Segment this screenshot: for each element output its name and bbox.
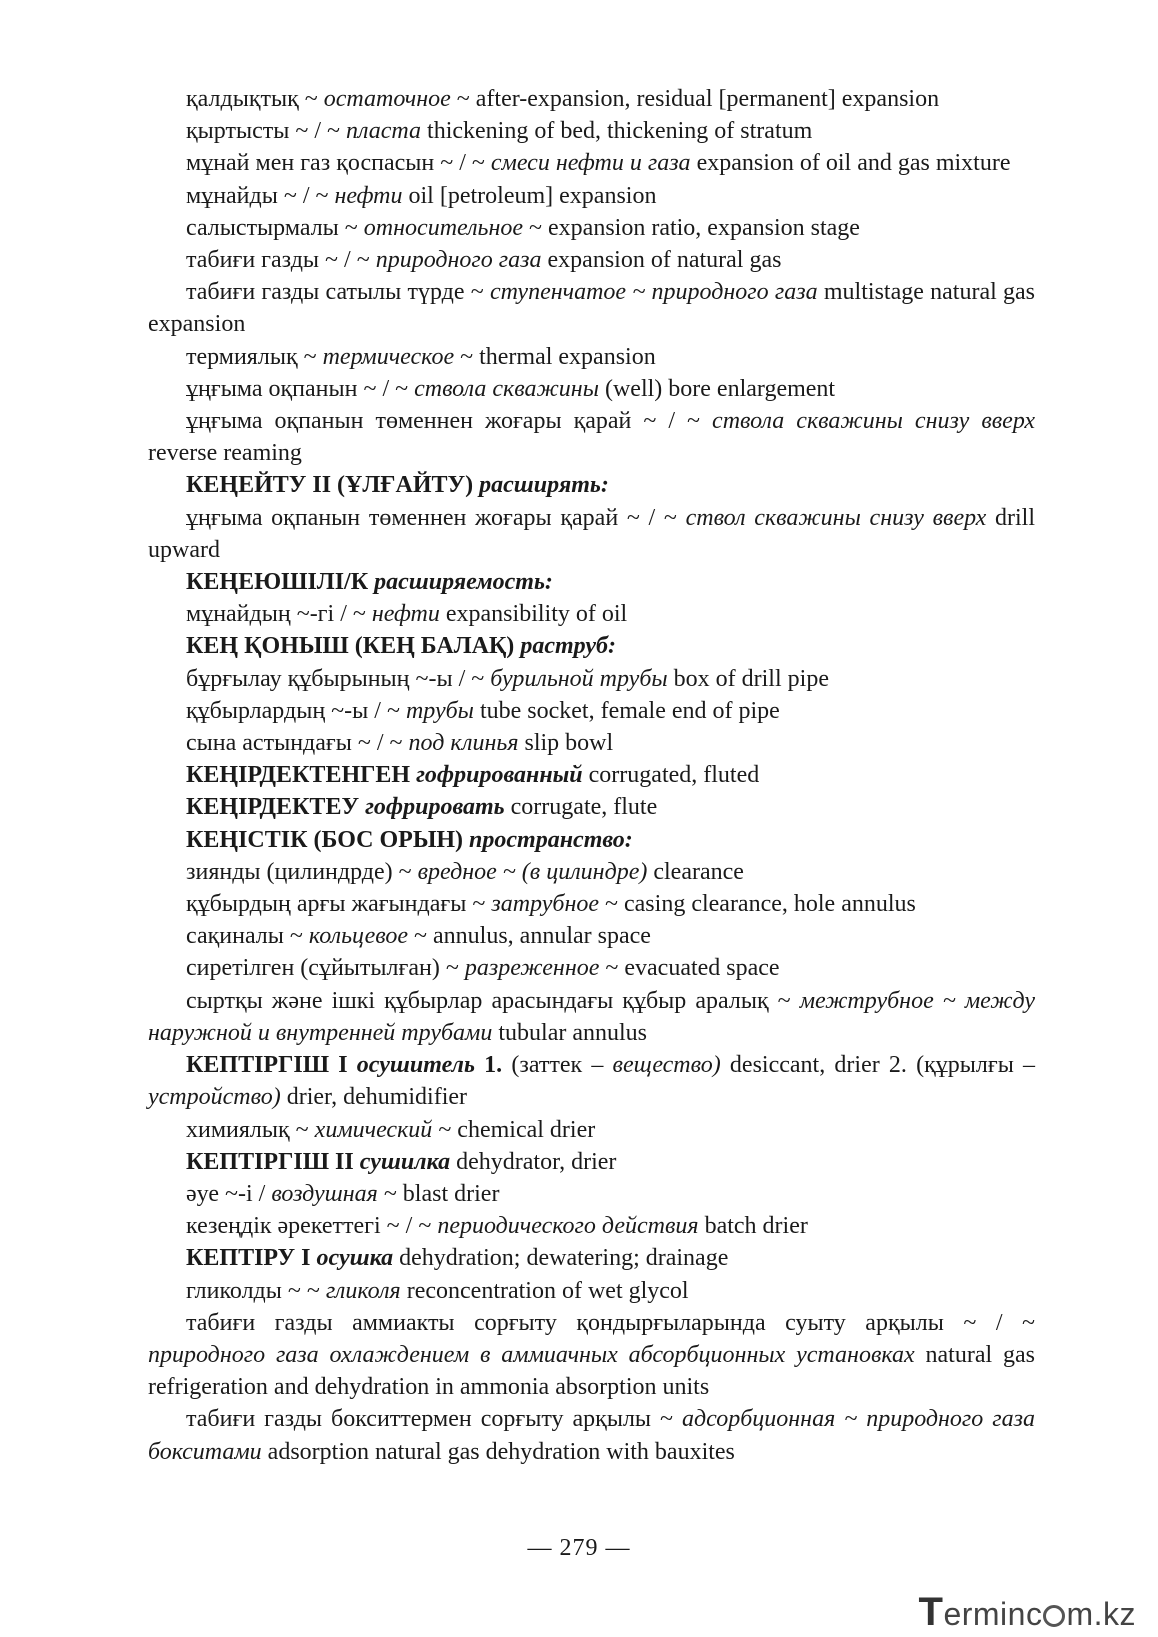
entry-line: табиғи газды аммиакты сорғыту қондырғыларында суыту арқылы ~ / ~ природного газа охлаждением в аммиачных абсорбционных установках natural gas refrigeration and dehydration in ammonia absorption units xyxy=(148,1309,1035,1401)
headword-line: КЕҢ ҚОНЫШ (КЕҢ БАЛАҚ) раструб: xyxy=(186,633,616,660)
entry-line: әуе ~-і / воздушная ~ blast drier xyxy=(186,1180,500,1207)
headword-line: КЕПТІРУ І осушка dehydration; dewatering; drainage xyxy=(186,1245,729,1272)
entry-line: құбырдың арғы жағындағы ~ затрубное ~ casing clearance, hole annulus xyxy=(186,891,916,918)
entry-line: ұңғыма оқпанын төменнен жоғары қарай ~ / ~ ствола скважины снизу вверх reverse reaming xyxy=(148,408,1035,467)
entry-line: мұнай мен газ қоспасын ~ / ~ смеси нефти и газа expansion of oil and gas mixture xyxy=(186,150,1011,177)
watermark-logo: Terminc m.kz xyxy=(918,1590,1136,1634)
headword-line: КЕПТІРГІШ І осушитель 1. (заттек – вещество) desiccant, drier 2. (құрылғы – устройство) drier, dehumidifier xyxy=(148,1052,1036,1111)
magnifier-icon xyxy=(1043,1605,1065,1627)
entry-line: ұңғыма оқпанын төменнен жоғары қарай ~ / ~ ствол скважины снизу вверх drill upward xyxy=(148,504,1036,563)
dictionary-text xyxy=(148,83,1035,1468)
headword-line: КЕҢЕЙТУ ІІ (ҰЛҒАЙТУ) расширять: xyxy=(186,472,609,499)
entry-line: термиялық ~ термическое ~ thermal expansion xyxy=(186,343,656,370)
entry-line: салыстырмалы ~ относительное ~ expansion ratio, expansion stage xyxy=(186,214,860,241)
entry-line: қыртысты ~ / ~ пласта thickening of bed, thickening of stratum xyxy=(186,118,813,145)
entry-line: сақиналы ~ кольцевое ~ annulus, annular space xyxy=(186,923,651,950)
headword-line: КЕҢІРДЕКТЕНГЕН гофрированный corrugated, fluted xyxy=(186,762,760,789)
entry-line: табиғи газды ~ / ~ природного газа expansion of natural gas xyxy=(186,247,782,274)
entry-line: мұнайды ~ / ~ нефти oil [petroleum] expansion xyxy=(186,182,657,209)
entry-line: мұнайдың ~-гі / ~ нефти expansibility of oil xyxy=(186,601,628,628)
headword-line: КЕҢІСТІК (БОС ОРЫН) пространство: xyxy=(186,826,633,853)
entry-line: бұрғылау құбырының ~-ы / ~ бурильной трубы box of drill pipe xyxy=(186,665,829,692)
headword-line: КЕҢІРДЕКТЕУ гофрировать corrugate, flute xyxy=(186,794,658,821)
page-number: — 279 — xyxy=(527,1535,631,1561)
entry-line: қалдықтық ~ остаточное ~ after-expansion, residual [permanent] expansion xyxy=(186,86,940,112)
entry-line: гликолды ~ ~ гликоля reconcentration of wet glycol xyxy=(186,1277,689,1304)
entry-line: химиялық ~ химический ~ chemical drier xyxy=(186,1116,596,1143)
entry-line: ұңғыма оқпанын ~ / ~ ствола скважины (well) bore enlargement xyxy=(186,375,836,402)
entry-line: сыртқы және ішкі құбырлар арасындағы құбыр аралық ~ межтрубное ~ между наружной и внутренней трубами tubular annulus xyxy=(148,987,1035,1046)
entry-line: сиретілген (сұйытылған) ~ разреженное ~ evacuated space xyxy=(186,955,780,982)
headword-line: КЕҢЕЮШІЛІ/К расширяемость: xyxy=(186,569,553,596)
entry-line: табиғи газды сатылы түрде ~ ступенчатое ~ природного газа multistage natural gas expansion xyxy=(148,279,1036,338)
entry-line: зиянды (цилиндрде) ~ вредное ~ (в цилиндре) clearance xyxy=(186,858,744,885)
entry-line: сына астындағы ~ / ~ под клинья slip bowl xyxy=(186,730,614,757)
headword-line: КЕПТІРГІШ ІІ сушилка dehydrator, drier xyxy=(186,1148,617,1175)
entry-line: табиғи газды бокситтермен сорғыту арқылы ~ адсорбционная ~ природного газа бокситами adsorption natural gas dehydration with bauxites xyxy=(148,1406,1035,1465)
entry-line: құбырлардың ~-ы / ~ трубы tube socket, female end of pipe xyxy=(186,697,780,724)
entry-line: кезеңдік әрекеттегі ~ / ~ периодического действия batch drier xyxy=(186,1213,808,1240)
